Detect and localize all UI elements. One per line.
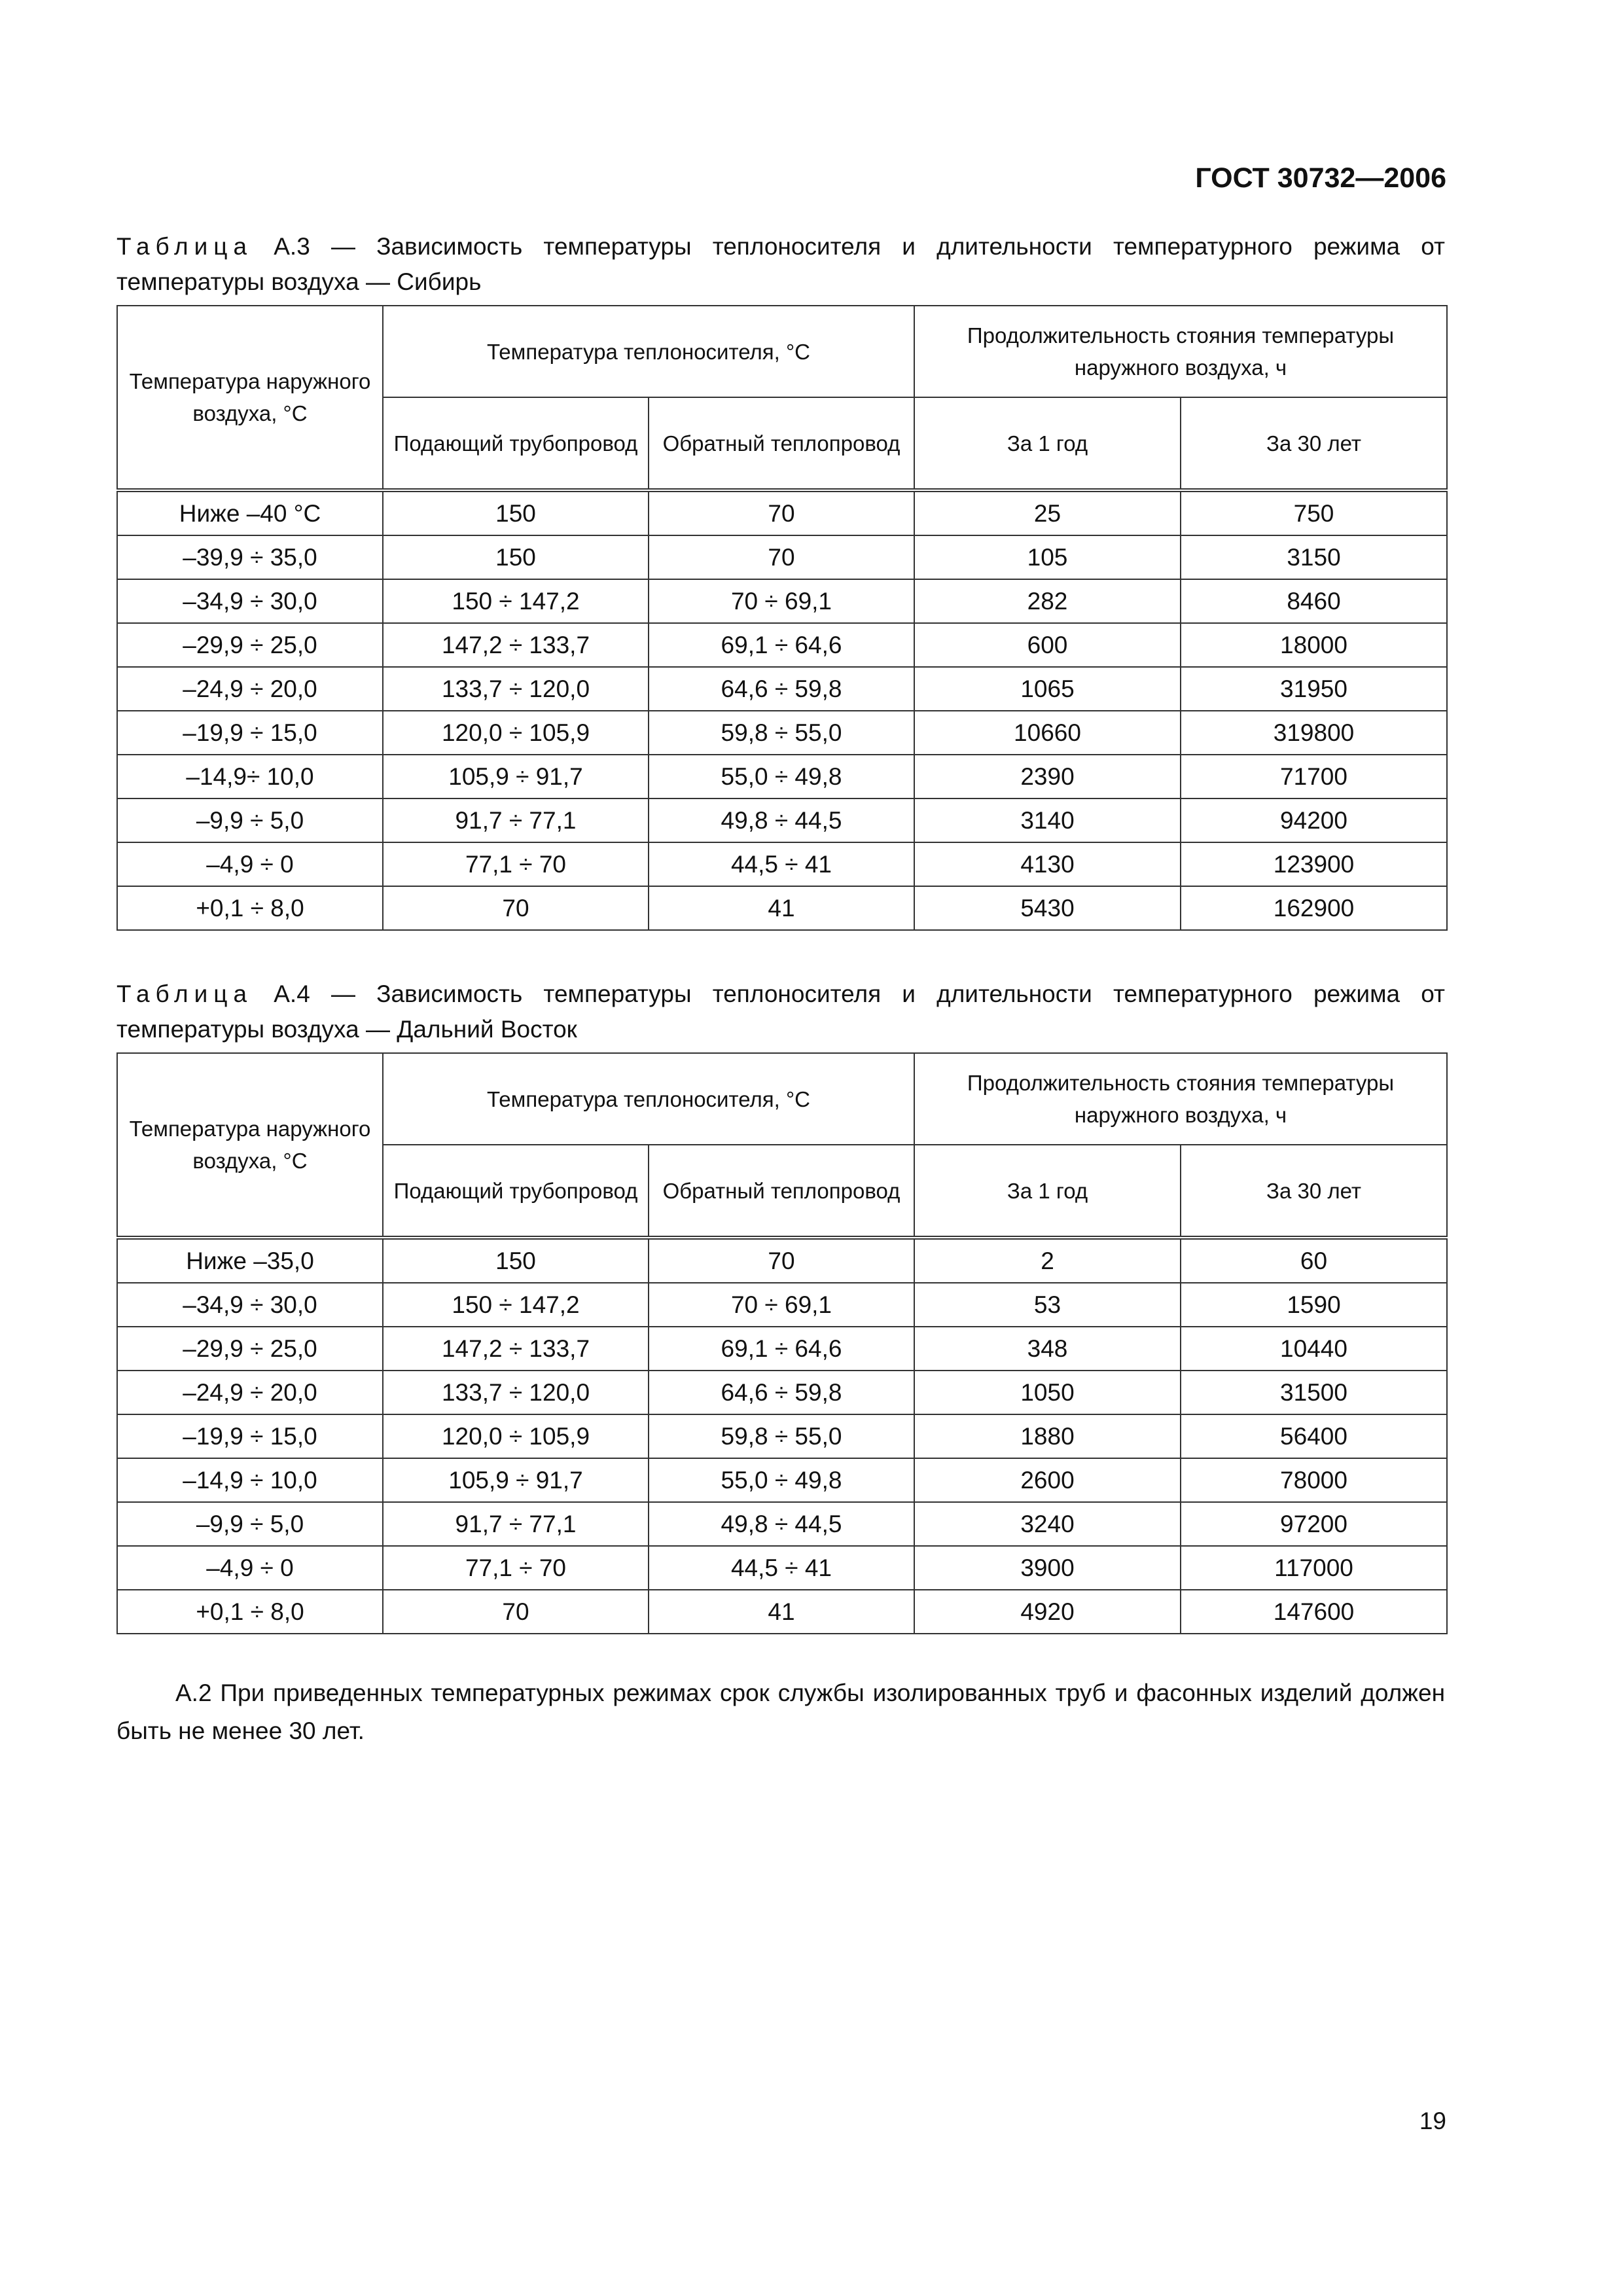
- table-cell: –9,9 ÷ 5,0: [117, 1502, 383, 1546]
- table-cell: 70: [383, 1590, 649, 1634]
- header-per-year: За 1 год: [914, 397, 1181, 490]
- table-row: [117, 1371, 1447, 1414]
- table-cell: 4920: [914, 1590, 1181, 1634]
- table-cell: 69,1 ÷ 64,6: [649, 1327, 914, 1371]
- table-cell: 41: [649, 1590, 914, 1634]
- table-cell: 10440: [1181, 1327, 1447, 1371]
- table-cell: 59,8 ÷ 55,0: [649, 1414, 914, 1458]
- table-a4-caption: [116, 977, 1445, 1047]
- table-cell: –29,9 ÷ 25,0: [117, 623, 383, 667]
- table-cell: 348: [914, 1327, 1181, 1371]
- table-cell: 69,1 ÷ 64,6: [649, 623, 914, 667]
- table-cell: 78000: [1181, 1458, 1447, 1502]
- table-cell: 5430: [914, 886, 1181, 930]
- table-cell: 3140: [914, 798, 1181, 842]
- table-cell: 1065: [914, 667, 1181, 711]
- caption-text: А.3 — Зависимость температуры теплоносителя и длительности температурного режима от температуры воздуха — Сибирь: [116, 233, 1445, 295]
- table-row: [117, 1283, 1447, 1327]
- table-cell: +0,1 ÷ 8,0: [117, 1590, 383, 1634]
- caption-text: А.4 — Зависимость температуры теплоносителя и длительности температурного режима от температуры воздуха — Дальний Восток: [116, 980, 1445, 1043]
- table-a3: [116, 305, 1448, 931]
- table-cell: 600: [914, 623, 1181, 667]
- table-row: [117, 1502, 1447, 1546]
- table-cell: 44,5 ÷ 41: [649, 842, 914, 886]
- table-cell: –24,9 ÷ 20,0: [117, 667, 383, 711]
- table-cell: 49,8 ÷ 44,5: [649, 1502, 914, 1546]
- table-row: [117, 623, 1447, 667]
- table-cell: 3150: [1181, 535, 1447, 579]
- table-cell: –14,9÷ 10,0: [117, 755, 383, 798]
- table-cell: –14,9 ÷ 10,0: [117, 1458, 383, 1502]
- table-cell: 2: [914, 1238, 1181, 1283]
- table-cell: 70: [649, 535, 914, 579]
- table-row: [117, 1458, 1447, 1502]
- table-cell: 97200: [1181, 1502, 1447, 1546]
- table-cell: 147600: [1181, 1590, 1447, 1634]
- table-cell: 70 ÷ 69,1: [649, 1283, 914, 1327]
- table-cell: 31950: [1181, 667, 1447, 711]
- table-row: [117, 842, 1447, 886]
- header-per-30-years: За 30 лет: [1181, 397, 1447, 490]
- table-cell: 49,8 ÷ 44,5: [649, 798, 914, 842]
- table-cell: 162900: [1181, 886, 1447, 930]
- table-cell: 2600: [914, 1458, 1181, 1502]
- table-row: [117, 1414, 1447, 1458]
- table-cell: 133,7 ÷ 120,0: [383, 667, 649, 711]
- table-a3-caption: [116, 229, 1445, 300]
- table-cell: 70 ÷ 69,1: [649, 579, 914, 623]
- table-row: [117, 711, 1447, 755]
- table-cell: 117000: [1181, 1546, 1447, 1590]
- table-cell: 94200: [1181, 798, 1447, 842]
- table-cell: –4,9 ÷ 0: [117, 842, 383, 886]
- table-cell: 64,6 ÷ 59,8: [649, 667, 914, 711]
- table-cell: 105,9 ÷ 91,7: [383, 755, 649, 798]
- table-cell: 1050: [914, 1371, 1181, 1414]
- table-cell: 105,9 ÷ 91,7: [383, 1458, 649, 1502]
- table-cell: –19,9 ÷ 15,0: [117, 1414, 383, 1458]
- table-row: [117, 1238, 1447, 1283]
- table-row: [117, 798, 1447, 842]
- header-per-year: За 1 год: [914, 1145, 1181, 1238]
- table-cell: 4130: [914, 842, 1181, 886]
- table-cell: 3240: [914, 1502, 1181, 1546]
- table-cell: 10660: [914, 711, 1181, 755]
- header-coolant-temp: Температура теплоносителя, °С: [383, 306, 914, 397]
- table-cell: 150: [383, 490, 649, 535]
- table-cell: 120,0 ÷ 105,9: [383, 1414, 649, 1458]
- table-cell: 53: [914, 1283, 1181, 1327]
- table-cell: 105: [914, 535, 1181, 579]
- header-duration: Продолжительность стояния температуры наружного воздуха, ч: [914, 306, 1447, 397]
- table-cell: 44,5 ÷ 41: [649, 1546, 914, 1590]
- table-row: [117, 535, 1447, 579]
- table-row: [117, 886, 1447, 930]
- table-cell: 77,1 ÷ 70: [383, 842, 649, 886]
- table-cell: –4,9 ÷ 0: [117, 1546, 383, 1590]
- header-supply: Подающий трубопровод: [383, 397, 649, 490]
- table-cell: 1880: [914, 1414, 1181, 1458]
- table-cell: 25: [914, 490, 1181, 535]
- table-cell: 750: [1181, 490, 1447, 535]
- table-row: [117, 667, 1447, 711]
- table-cell: 133,7 ÷ 120,0: [383, 1371, 649, 1414]
- table-cell: 319800: [1181, 711, 1447, 755]
- table-cell: Ниже –35,0: [117, 1238, 383, 1283]
- table-row: [117, 755, 1447, 798]
- table-cell: –34,9 ÷ 30,0: [117, 1283, 383, 1327]
- table-cell: –9,9 ÷ 5,0: [117, 798, 383, 842]
- table-cell: 150: [383, 1238, 649, 1283]
- table-cell: 70: [649, 490, 914, 535]
- table-cell: Ниже –40 °С: [117, 490, 383, 535]
- table-row: [117, 579, 1447, 623]
- table-cell: 59,8 ÷ 55,0: [649, 711, 914, 755]
- header-supply: Подающий трубопровод: [383, 1145, 649, 1238]
- table-cell: 120,0 ÷ 105,9: [383, 711, 649, 755]
- table-cell: 64,6 ÷ 59,8: [649, 1371, 914, 1414]
- header-return: Обратный теплопровод: [649, 397, 914, 490]
- document-code: ГОСТ 30732—2006: [1195, 162, 1446, 194]
- table-row: [117, 490, 1447, 535]
- header-duration: Продолжительность стояния температуры наружного воздуха, ч: [914, 1053, 1447, 1145]
- table-cell: 71700: [1181, 755, 1447, 798]
- table-cell: 1590: [1181, 1283, 1447, 1327]
- table-row: [117, 1546, 1447, 1590]
- table-cell: –19,9 ÷ 15,0: [117, 711, 383, 755]
- table-cell: –29,9 ÷ 25,0: [117, 1327, 383, 1371]
- table-cell: 147,2 ÷ 133,7: [383, 623, 649, 667]
- table-row: [117, 1590, 1447, 1634]
- caption-label: Таблица: [116, 233, 253, 260]
- header-coolant-temp: Температура теплоносителя, °С: [383, 1053, 914, 1145]
- table-cell: 2390: [914, 755, 1181, 798]
- table-cell: +0,1 ÷ 8,0: [117, 886, 383, 930]
- table-cell: 77,1 ÷ 70: [383, 1546, 649, 1590]
- paragraph-a2: А.2 При приведенных температурных режимах срок службы изолированных труб и фасонных изделий должен быть не менее 30 лет.: [116, 1679, 1445, 1744]
- table-cell: 3900: [914, 1546, 1181, 1590]
- table-cell: 91,7 ÷ 77,1: [383, 798, 649, 842]
- table-a4: [116, 1052, 1448, 1634]
- table-cell: 70: [649, 1238, 914, 1283]
- table-cell: 31500: [1181, 1371, 1447, 1414]
- header-outdoor-temp: Температура наружного воздуха, °С: [117, 306, 383, 490]
- table-body: [117, 490, 1447, 930]
- table-cell: –34,9 ÷ 30,0: [117, 579, 383, 623]
- table-cell: 150: [383, 535, 649, 579]
- table-cell: 91,7 ÷ 77,1: [383, 1502, 649, 1546]
- table-cell: 123900: [1181, 842, 1447, 886]
- table-cell: 150 ÷ 147,2: [383, 579, 649, 623]
- table-row: [117, 1327, 1447, 1371]
- table-cell: 60: [1181, 1238, 1447, 1283]
- table-cell: 56400: [1181, 1414, 1447, 1458]
- table-cell: –39,9 ÷ 35,0: [117, 535, 383, 579]
- table-cell: 55,0 ÷ 49,8: [649, 1458, 914, 1502]
- table-cell: –24,9 ÷ 20,0: [117, 1371, 383, 1414]
- table-body: [117, 1238, 1447, 1634]
- header-return: Обратный теплопровод: [649, 1145, 914, 1238]
- page-number: 19: [1419, 2108, 1446, 2134]
- header-per-30-years: За 30 лет: [1181, 1145, 1447, 1238]
- caption-label: Таблица: [116, 980, 253, 1007]
- table-cell: 150 ÷ 147,2: [383, 1283, 649, 1327]
- table-cell: 70: [383, 886, 649, 930]
- header-outdoor-temp: Температура наружного воздуха, °С: [117, 1053, 383, 1238]
- table-cell: 55,0 ÷ 49,8: [649, 755, 914, 798]
- table-cell: 41: [649, 886, 914, 930]
- table-cell: 147,2 ÷ 133,7: [383, 1327, 649, 1371]
- table-cell: 18000: [1181, 623, 1447, 667]
- table-cell: 282: [914, 579, 1181, 623]
- table-cell: 8460: [1181, 579, 1447, 623]
